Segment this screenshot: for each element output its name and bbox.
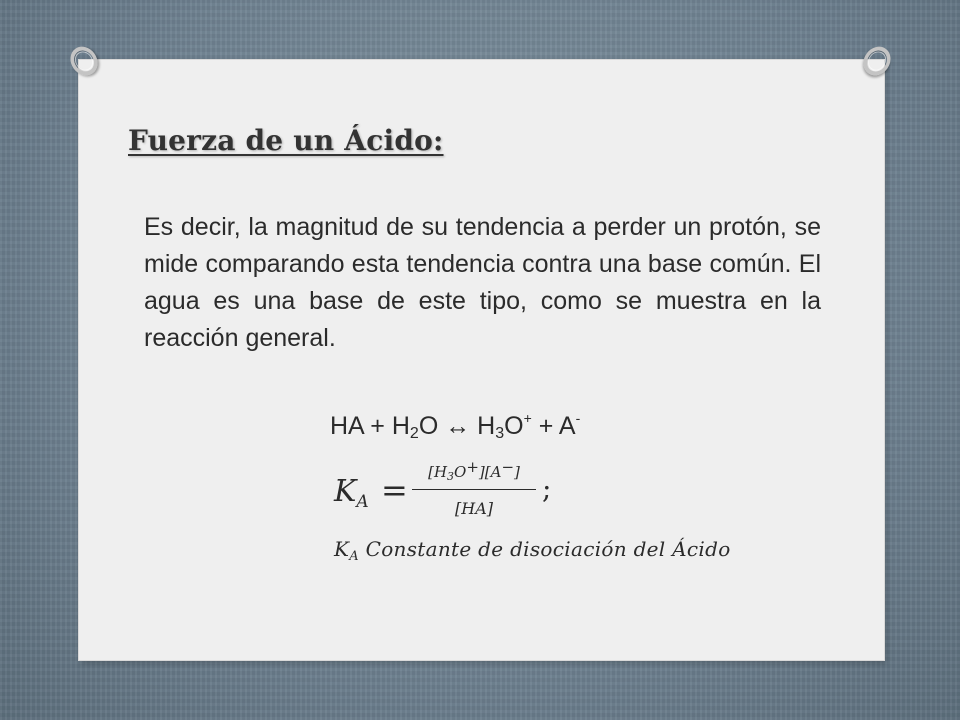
num-oxygen: O — [454, 463, 467, 481]
ka-fraction — [412, 458, 536, 518]
num-subscript: 3 — [447, 470, 455, 483]
hydronium-subscript: 3 — [495, 425, 505, 442]
ka-symbol — [334, 474, 369, 512]
num-charge-plus: + — [466, 458, 479, 476]
chemical-reaction — [330, 410, 580, 443]
water-oxygen: O — [418, 412, 439, 440]
fraction-denominator: [HA] — [455, 499, 493, 518]
desc-text: Constante de disociación del Ácido — [358, 537, 731, 561]
desc-ka-subscript: A — [349, 549, 359, 564]
slide-title: Fuerza de un Ácido: — [128, 124, 444, 157]
num-middle: ][A — [478, 463, 502, 481]
hydronium-oxygen: O — [504, 412, 524, 440]
reaction-reactants: HA + H — [330, 412, 410, 440]
ka-description — [334, 537, 731, 564]
num-close: ] — [514, 463, 520, 481]
hydronium-h: H — [477, 412, 496, 440]
equation-semicolon: ; — [542, 472, 552, 505]
ka-equation — [334, 458, 574, 530]
body-paragraph: Es decir, la magnitud de su tendencia a perder un protón, se mide comparando esta tendencia contra una base común. El agua es una base de este tipo, como se muestra en la reacción general. — [144, 213, 821, 352]
fraction-numerator — [412, 458, 536, 490]
equals-sign: = — [381, 471, 408, 509]
water-subscript: 2 — [409, 425, 419, 442]
anion-term: + A — [538, 412, 576, 440]
ka-letter: K — [334, 474, 357, 509]
num-open: [H — [428, 463, 448, 481]
hydronium-charge: + — [523, 410, 532, 426]
anion-charge: - — [575, 410, 581, 426]
equilibrium-arrow: ↔ — [445, 412, 471, 440]
ka-subscript: A — [356, 492, 369, 512]
desc-ka-letter: K — [334, 537, 350, 561]
num-charge-minus: − — [501, 458, 515, 476]
